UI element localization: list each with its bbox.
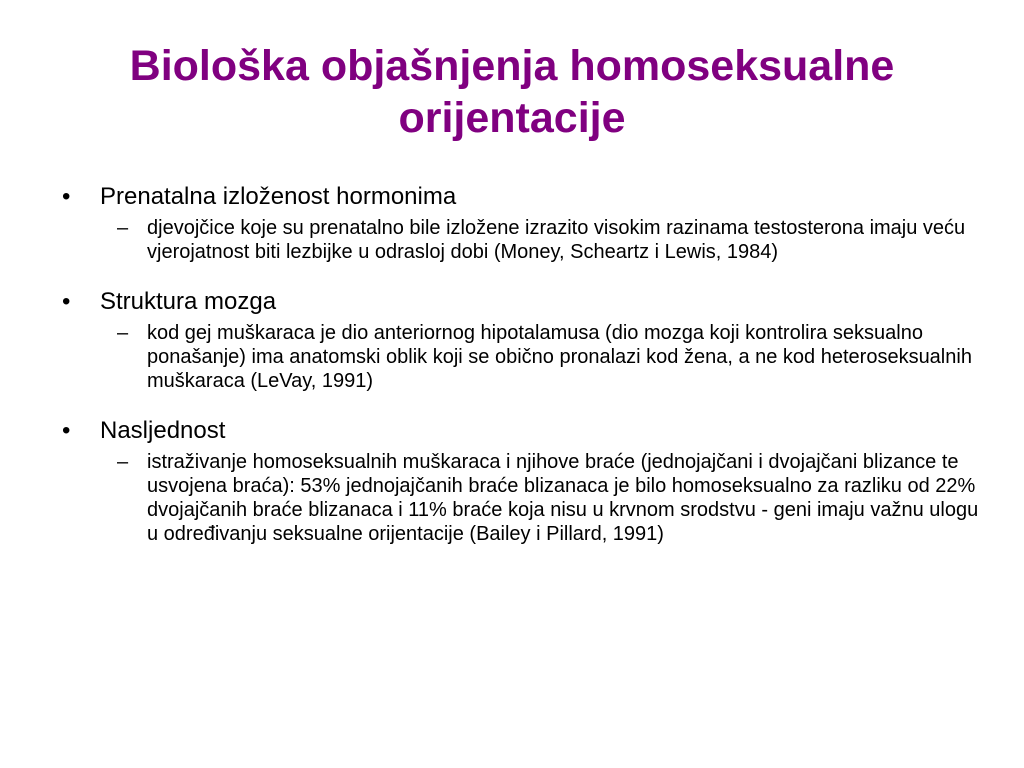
- bullet-item: [62, 288, 982, 393]
- sub-bullet-text: djevojčice koje su prenatalno bile izložene izrazito visokim razinama testosterona imaju veću vjerojatnost biti lezbijke u odrasloj dobi (Money, Scheartz i Lewis, 1984): [147, 217, 966, 263]
- sub-bullet-item: [100, 216, 982, 264]
- bullet-dot-icon: •: [62, 183, 71, 210]
- bullet-item: [62, 417, 982, 546]
- bullet-item: [62, 183, 982, 264]
- bullet-text: Struktura mozga: [100, 288, 277, 315]
- sub-bullet-text: kod gej muškaraca je dio anteriornog hipotalamusa (dio mozga koji kontrolira seksualno ponašanje) ima anatomski oblik koji se obično pronalazi kod žena, a ne kod heteroseksualnih muškaraca (LeVay, 1991): [147, 322, 972, 392]
- slide-title: Biološka objašnjenja homoseksualne orijentacije: [129, 42, 895, 142]
- bullet-text: Nasljednost: [100, 417, 226, 444]
- dash-icon: –: [117, 322, 129, 344]
- bullet-text: Prenatalna izloženost hormonima: [100, 183, 457, 210]
- sub-bullet-item: [100, 450, 982, 546]
- dash-icon: –: [117, 451, 129, 473]
- dash-icon: –: [117, 217, 129, 239]
- slide-body: [62, 183, 982, 570]
- bullet-dot-icon: •: [62, 288, 71, 315]
- bullet-dot-icon: •: [62, 417, 71, 444]
- sub-bullet-text: istraživanje homoseksualnih muškaraca i njihove braće (jednojajčani i dvojajčani blizance te usvojena braća): 53% jednojajčanih braće blizanaca je bilo homoseksualno za razliku od 22% dvojajčanih braće blizanaca i 11% braće koja nisu u krvnom srodstvu - geni imaju važnu ulogu u određivanju seksualne orijentacije (Bailey i Pillard, 1991): [147, 451, 979, 545]
- sub-bullet-item: [100, 321, 982, 393]
